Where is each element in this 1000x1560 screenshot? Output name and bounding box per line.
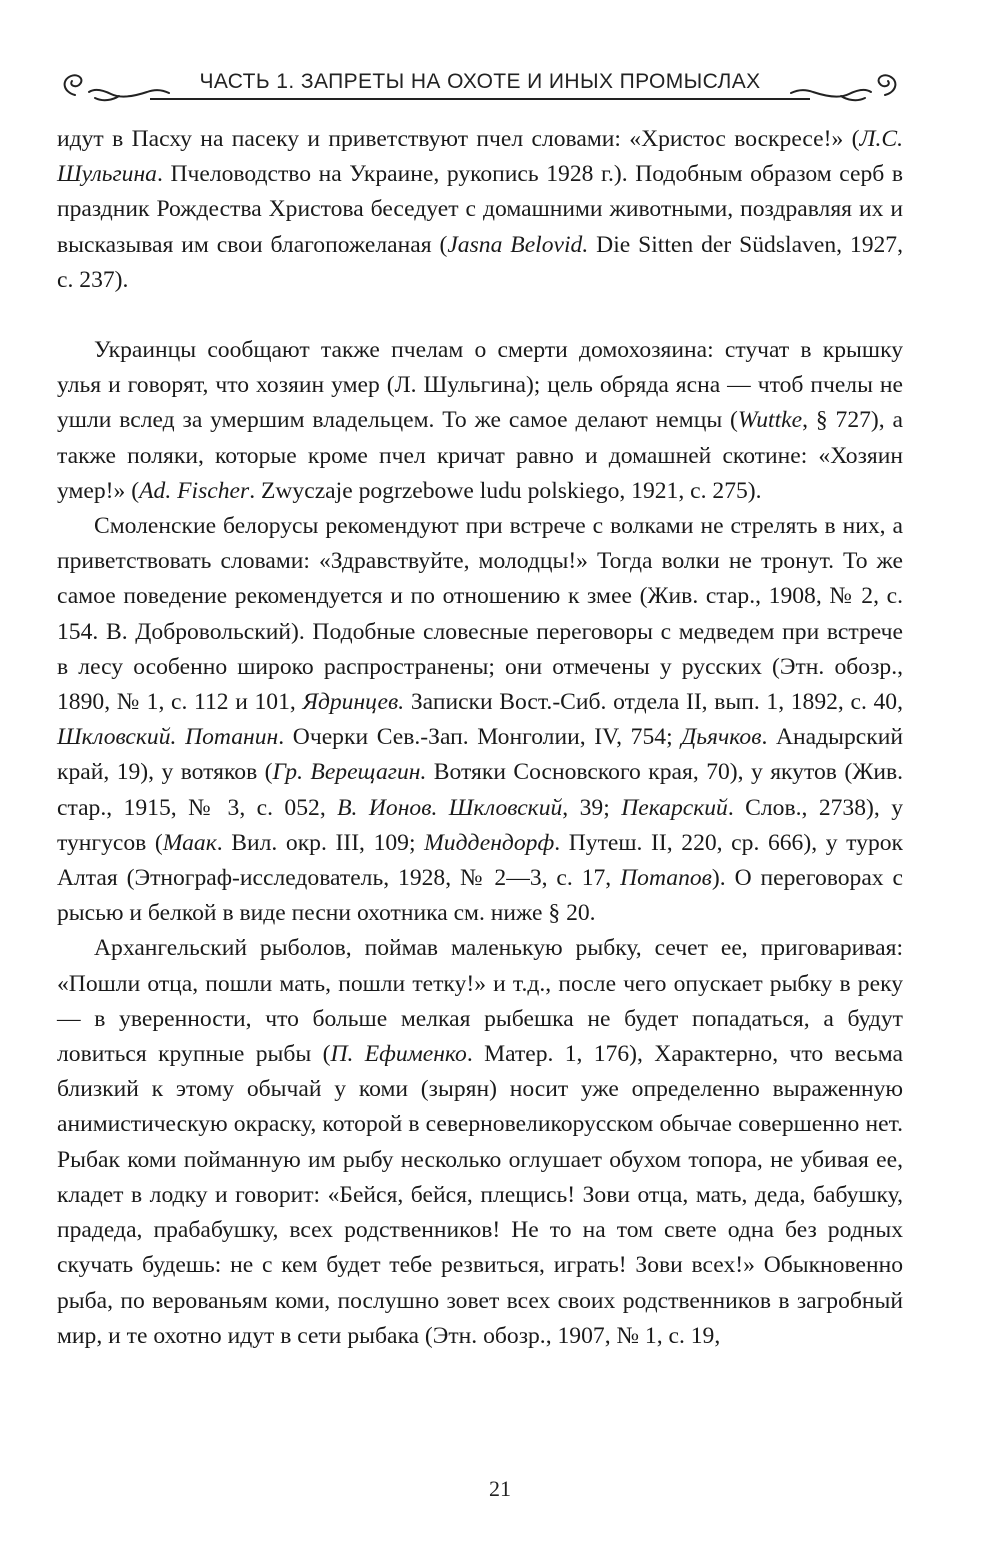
text-run: Die Sitten der Südslaven, 1927, с. 237). xyxy=(57,231,904,293)
text-run: . Слов., 2738), у тунгусов ( xyxy=(57,794,903,856)
text-run: , § 727), а также поляки, которые кроме пчел кричат равно и домашней скотине: «Хозяин умер!» ( xyxy=(57,407,903,504)
italic-citation: Шкловский. Потанин xyxy=(57,724,279,751)
paragraph xyxy=(57,509,903,931)
running-header xyxy=(55,62,905,112)
text-run: Смоленские белорусы рекомендуют при встрече с волками не стрелять в них, а приветствовать словами: «Здравствуйте, молодцы!» Тогда волки не тронут. То же самое поведение рекомендуется и по отношению к змее (Жив. стар., 1908, № 2, с. 154. В. Добровольский). Подобные словесные переговоры с медведем при встрече в лесу особенно широко распространены; они отмечены у русских (Этн. обозр., 1890, № 1, с. 112 и 101, xyxy=(57,513,903,716)
text-run: Вотяки Сосновского края, 70), у якутов (Жив. стар., 1915, № 3, с. 052, xyxy=(57,759,904,821)
italic-citation: Маак xyxy=(162,829,217,856)
text-run: ). О переговорах с рысью и белкой в виде песни охотника см. ниже § 20. xyxy=(57,865,903,927)
paragraph xyxy=(57,931,903,1353)
paragraph xyxy=(57,122,903,298)
text-run: . Анадырский край, 19), у вотяков ( xyxy=(57,724,903,786)
text-run: . Путеш. II, 220, ср. 666), у турок Алтая (Этнограф-исследователь, 1928, № 2—3, с. 17, xyxy=(57,829,903,892)
italic-citation: Гр. Верещагин. xyxy=(272,759,427,786)
italic-citation: В. Ионов. Шкловский xyxy=(337,794,563,821)
paragraph xyxy=(57,333,903,509)
text-run: . Пчеловодство на Украине, рукопись 1928 г.). Подобным образом серб в праздник Рождества Христова беседует с домашними животными, поздравляя их и высказывая им свои благопожеланая ( xyxy=(57,161,903,258)
italic-citation: Ядринцев. xyxy=(302,689,405,716)
italic-citation: Jasna Belovid. xyxy=(447,231,589,258)
text-run: . Матер. 1, 176), Характерно, что весьма близкий к этому обычай у коми (зырян) носит уже определенно выраженную анимистическую окраску, которой в северновеликорусском обычае совершенно нет. Рыбак коми пойманную им рыбу несколько оглушает обухом топора, не убивая ее, кладет в лодку и говорит: «Бейся, бейся, плещись! Зови отца, мать, деда, бабушку, прадеда, прабабушку, всех родственников! Не то на том свете одна без родных скучать будешь: не с кем будет тебе резвиться, играть! Зови всех!» Обыкновенно рыба, по верованьям коми, послушно зовет всех своих родственников в загробный мир, и те охотно идут в сети рыбака (Этн. обозр., 1907, № 1, с. 19, xyxy=(57,1041,903,1349)
italic-citation: П. Ефименко xyxy=(330,1041,467,1068)
text-run: Записки Вост.-Сиб. отдела II, вып. 1, 1892, с. 40, xyxy=(404,689,903,716)
text-run: . Вил. окр. III, 109; xyxy=(216,829,425,856)
italic-citation: Л.С. Шульгина xyxy=(57,126,903,188)
page-body xyxy=(57,122,903,1354)
text-run: Украинцы сообщают также пчелам о смерти домохозяина: стучат в крышку улья и говорят, что хозяин умер (Л. Шульгина); цель обряда ясна — чтоб пчелы не ушли вслед за умершим владельцем. То же самое делают немцы ( xyxy=(57,337,903,434)
italic-citation: Дьячков xyxy=(681,724,762,751)
chapter-title: ЧАСТЬ 1. ЗАПРЕТЫ НА ОХОТЕ И ИНЫХ ПРОМЫСЛАХ xyxy=(199,70,761,93)
page-number: 21 xyxy=(489,1476,511,1501)
italic-citation: Ad. Fischer xyxy=(139,477,250,504)
text-run: . Zwyczaje pogrzebowe ludu polskiego, 1921, с. 275). xyxy=(249,477,762,504)
text-run: идут в Пасху на пасеку и приветствуют пчел словами: «Христос воскресе!» ( xyxy=(57,126,860,152)
text-run: Архангельский рыболов, поймав маленькую рыбку, сечет ее, приговаривая: «Пошли отца, пошли мать, пошли тетку!» и т.д., после чего опускает рыбку в реку — в уверенности, что больше мелкая рыбешка не будет попадаться, а будут ловиться крупные рыбы ( xyxy=(57,935,903,1068)
italic-citation: Пекарский xyxy=(621,794,728,821)
italic-citation: Wuttke xyxy=(737,407,803,434)
text-run: . Очерки Сев.-Зап. Монголии, IV, 754; xyxy=(278,724,682,751)
italic-citation: Потапов xyxy=(620,865,712,892)
italic-citation: Миддендорф xyxy=(424,829,555,856)
text-run: , 39; xyxy=(562,794,622,821)
